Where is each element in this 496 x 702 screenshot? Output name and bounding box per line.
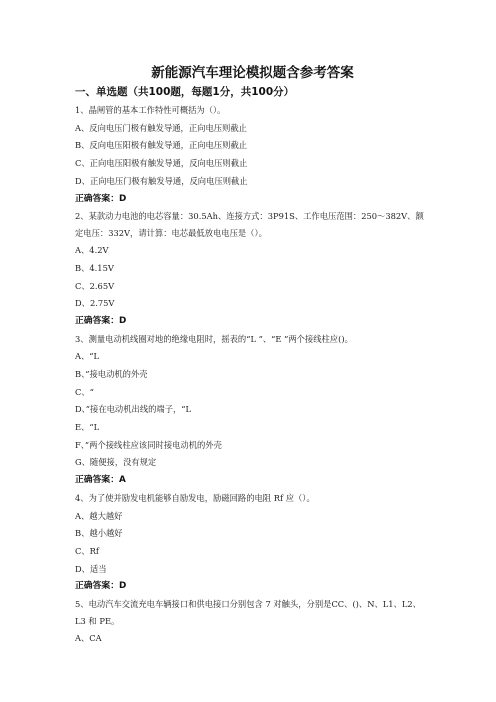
option-b: B、4.15V: [75, 262, 114, 273]
option-a: A、越大越好: [75, 510, 123, 521]
option-d: D、适当: [75, 563, 107, 574]
option-a: A、“L: [75, 351, 100, 362]
option-b: B、反向电压阳极有触发导通，正向电压则截止: [75, 140, 248, 151]
option-c: C、“: [75, 386, 94, 397]
option-c: C、2.65V: [75, 280, 115, 291]
option-a: A、CA: [75, 633, 102, 644]
question-2: [75, 208, 430, 331]
correct-answer: 正确答案：D: [75, 193, 127, 204]
option-b: B、越小越好: [75, 528, 123, 539]
option-b: B、”接电动机的外壳: [75, 368, 148, 379]
question-5: [75, 596, 430, 648]
correct-answer: 正确答案：A: [75, 475, 126, 486]
question-stem: 1、晶闸管的基本工作特性可概括为（）。: [75, 105, 226, 115]
option-a: A、4.2V: [75, 245, 109, 256]
question-4: [75, 490, 430, 596]
question-3: [75, 331, 430, 490]
question-stem: 2、某款动力电池的电芯容量：30.5Ah、连接方式：3P91S、工作电压范围：250～382V、额定电压：332V，请计算：电芯最低放电电压是（）。: [75, 211, 424, 238]
option-d: D、正向电压门极有触发导通，反向电压则截止: [75, 175, 248, 186]
option-c: C、Rf: [75, 545, 99, 556]
option-e: E、“L: [75, 422, 100, 433]
question-stem: 5、电动汽车交流充电车辆接口和供电接口分别包含 7 对触头，分别是CC、()、N、L1、L2、L3 和 PE。: [75, 599, 421, 626]
question-1: [75, 102, 430, 208]
option-f: F、”两个接线柱应该同时接电动机的外壳: [75, 439, 222, 450]
question-stem: 3、测量电动机线圈对地的绝缘电阻时，摇表的“L ”、“E ”两个接线柱应()。: [75, 333, 353, 344]
correct-answer: 正确答案：D: [75, 316, 127, 327]
section-heading: 一、单选题（共100题，每题1分，共100分）: [75, 86, 295, 98]
option-g: G、随便接，没有规定: [75, 457, 157, 468]
option-d: D、”接在电动机出线的端子，“L: [75, 404, 192, 415]
question-stem: 4、为了使并励发电机能够自励发电，励磁回路的电阻 Rf 应（）。: [75, 492, 315, 503]
document-title: 新能源汽车理论模拟题含参考答案: [151, 65, 354, 81]
option-d: D、2.75V: [75, 298, 115, 309]
correct-answer: 正确答案：D: [75, 581, 127, 592]
option-a: A、反向电压门极有触发导通，正向电压则截止: [75, 122, 247, 133]
option-c: C、正向电压阳极有触发导通，反向电压则截止: [75, 158, 248, 169]
